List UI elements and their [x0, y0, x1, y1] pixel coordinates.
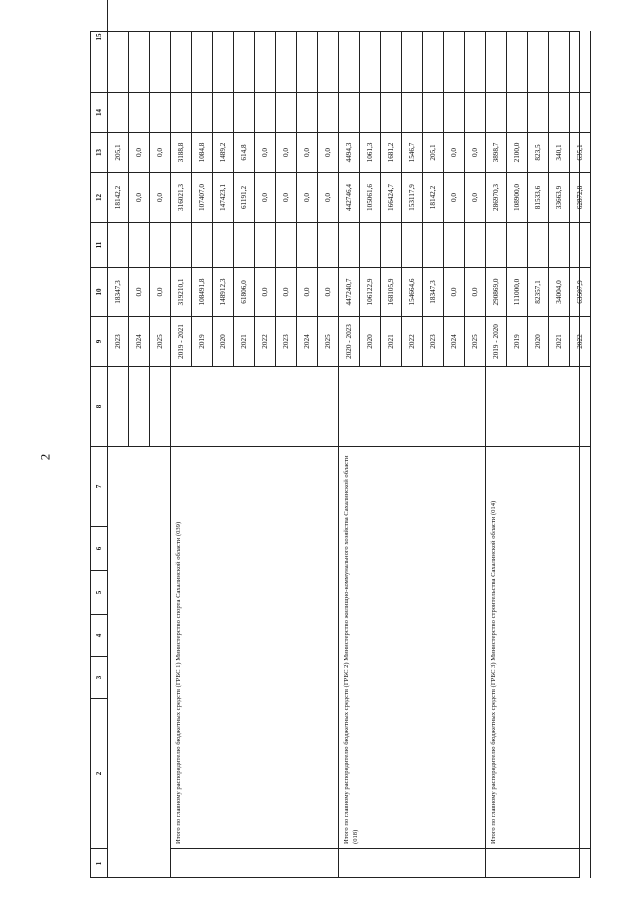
total-cell: 18347,3 — [108, 267, 128, 316]
local-budget-cell: 1061,3 — [360, 132, 380, 172]
empty-cell — [255, 0, 275, 92]
empty-cell — [486, 0, 506, 92]
empty-cell — [381, 92, 401, 132]
empty-cell — [360, 0, 380, 92]
total-cell: 0,0 — [297, 267, 317, 316]
total-cell: 106122,9 — [360, 267, 380, 316]
total-cell: 154664,6 — [402, 267, 422, 316]
regional-budget-cell: 0,0 — [297, 172, 317, 222]
column-header-11: 11 — [90, 222, 108, 267]
col11-cell — [150, 222, 170, 267]
col11-cell — [318, 222, 338, 267]
year-cell: 2025 — [465, 316, 485, 366]
empty-cell — [423, 0, 443, 92]
col11-cell — [402, 222, 422, 267]
column-header-4: 4 — [90, 614, 108, 656]
regional-budget-cell: 286970,3 — [486, 172, 506, 222]
year-cell: 2023 — [423, 316, 443, 366]
local-budget-cell: 823,5 — [528, 132, 548, 172]
total-cell: 0,0 — [276, 267, 296, 316]
local-budget-cell: 0,0 — [150, 132, 170, 172]
group-label: Итого по главному распорядителю бюджетных средств (ГРБС 3) Министерство строительства Сахалинской области (014) — [486, 446, 591, 848]
col11-cell — [339, 222, 359, 267]
local-budget-cell: 3898,7 — [486, 132, 506, 172]
group-col8-cell — [171, 366, 339, 446]
empty-cell — [150, 366, 170, 446]
empty-cell — [129, 0, 149, 92]
empty-cell — [528, 0, 548, 92]
regional-budget-cell: 105061,6 — [360, 172, 380, 222]
total-cell: 447240,7 — [339, 267, 359, 316]
local-budget-cell: 4494,3 — [339, 132, 359, 172]
local-budget-cell: 614,8 — [234, 132, 254, 172]
year-cell: 2020 - 2023 — [339, 316, 359, 366]
column-header-13: 13 — [90, 132, 108, 172]
year-cell: 2025 — [150, 316, 170, 366]
col11-cell — [234, 222, 254, 267]
total-cell: 0,0 — [255, 267, 275, 316]
total-cell: 34004,0 — [549, 267, 569, 316]
empty-cell — [213, 0, 233, 92]
empty-cell — [108, 0, 128, 92]
regional-budget-cell: 33663,9 — [549, 172, 569, 222]
empty-cell — [297, 0, 317, 92]
regional-budget-cell: 0,0 — [276, 172, 296, 222]
total-cell: 82357,1 — [528, 267, 548, 316]
empty-cell — [171, 0, 191, 92]
empty-cell — [276, 92, 296, 132]
local-budget-cell: 205,1 — [423, 132, 443, 172]
local-budget-cell: 1681,2 — [381, 132, 401, 172]
regional-budget-cell: 62872,8 — [570, 172, 590, 222]
local-budget-cell: 0,0 — [129, 132, 149, 172]
total-cell: 63507,9 — [570, 267, 590, 316]
empty-cell — [234, 0, 254, 92]
year-cell: 2024 — [444, 316, 464, 366]
empty-cell — [318, 92, 338, 132]
local-budget-cell: 340,1 — [549, 132, 569, 172]
regional-budget-cell: 147423,1 — [213, 172, 233, 222]
local-budget-cell: 635,1 — [570, 132, 590, 172]
empty-cell — [129, 92, 149, 132]
col11-cell — [297, 222, 317, 267]
continuation-blank-block — [108, 446, 171, 878]
page-number: 2 — [37, 453, 53, 461]
empty-cell — [192, 92, 212, 132]
empty-cell — [234, 92, 254, 132]
year-cell: 2020 — [213, 316, 233, 366]
year-cell: 2025 — [318, 316, 338, 366]
empty-cell — [444, 92, 464, 132]
col11-cell — [570, 222, 590, 267]
total-cell: 0,0 — [318, 267, 338, 316]
column-header-10: 10 — [90, 267, 108, 316]
total-cell: 0,0 — [444, 267, 464, 316]
group-col8-cell — [339, 366, 486, 446]
year-cell: 2020 — [360, 316, 380, 366]
empty-cell — [549, 92, 569, 132]
total-cell: 108491,8 — [192, 267, 212, 316]
local-budget-cell: 1546,7 — [402, 132, 422, 172]
empty-cell — [423, 92, 443, 132]
local-budget-cell: 205,1 — [108, 132, 128, 172]
regional-budget-cell: 108900,0 — [507, 172, 527, 222]
year-cell: 2021 — [234, 316, 254, 366]
regional-budget-cell: 107407,0 — [192, 172, 212, 222]
local-budget-cell: 0,0 — [297, 132, 317, 172]
local-budget-cell: 0,0 — [276, 132, 296, 172]
group-label: Итого по главному распорядителю бюджетных средств (ГРБС 2) Министерство жилищно-коммунального хозяйства Сахалинской области (018) — [339, 446, 486, 848]
col11-cell — [423, 222, 443, 267]
empty-cell — [402, 92, 422, 132]
regional-budget-cell: 61191,2 — [234, 172, 254, 222]
empty-cell — [360, 92, 380, 132]
empty-cell — [129, 366, 149, 446]
regional-budget-cell: 153117,9 — [402, 172, 422, 222]
col11-cell — [192, 222, 212, 267]
empty-cell — [192, 0, 212, 92]
empty-cell — [465, 0, 485, 92]
col11-cell — [465, 222, 485, 267]
year-cell: 2023 — [276, 316, 296, 366]
group-col1-cell — [171, 848, 339, 878]
year-cell: 2024 — [129, 316, 149, 366]
empty-cell — [444, 0, 464, 92]
col11-cell — [528, 222, 548, 267]
local-budget-cell: 0,0 — [318, 132, 338, 172]
col11-cell — [213, 222, 233, 267]
local-budget-cell: 3188,8 — [171, 132, 191, 172]
col11-cell — [276, 222, 296, 267]
year-cell: 2024 — [297, 316, 317, 366]
regional-budget-cell: 0,0 — [150, 172, 170, 222]
regional-budget-cell: 81533,6 — [528, 172, 548, 222]
local-budget-cell: 0,0 — [444, 132, 464, 172]
column-header-6: 6 — [90, 526, 108, 570]
empty-cell — [465, 92, 485, 132]
local-budget-cell: 2100,0 — [507, 132, 527, 172]
local-budget-cell: 1489,2 — [213, 132, 233, 172]
local-budget-cell: 1084,8 — [192, 132, 212, 172]
column-header-9: 9 — [90, 316, 108, 366]
total-cell: 319210,1 — [171, 267, 191, 316]
year-cell: 2021 — [549, 316, 569, 366]
empty-cell — [570, 0, 590, 92]
empty-cell — [150, 92, 170, 132]
empty-cell — [318, 0, 338, 92]
group-col1-cell — [486, 848, 591, 878]
col11-cell — [381, 222, 401, 267]
total-cell: 0,0 — [129, 267, 149, 316]
year-cell: 2019 - 2020 — [486, 316, 506, 366]
col11-cell — [108, 222, 128, 267]
col11-cell — [507, 222, 527, 267]
empty-cell — [339, 92, 359, 132]
total-cell: 18347,3 — [423, 267, 443, 316]
empty-cell — [402, 0, 422, 92]
regional-budget-cell: 18142,2 — [108, 172, 128, 222]
group-label: Итого по главному распорядителю бюджетных средств (ГРБС 1) Министерство спорта Сахалинской области (039) — [171, 446, 339, 848]
budget-table — [90, 31, 584, 878]
total-cell: 0,0 — [150, 267, 170, 316]
year-cell: 2019 — [507, 316, 527, 366]
empty-cell — [507, 92, 527, 132]
column-header-14: 14 — [90, 92, 108, 132]
col11-cell — [360, 222, 380, 267]
total-cell: 168105,9 — [381, 267, 401, 316]
local-budget-cell: 0,0 — [255, 132, 275, 172]
column-header-7: 7 — [90, 446, 108, 526]
col11-cell — [549, 222, 569, 267]
regional-budget-cell: 442746,4 — [339, 172, 359, 222]
year-cell: 2019 - 2021 — [171, 316, 191, 366]
empty-cell — [570, 92, 590, 132]
empty-cell — [108, 366, 128, 446]
year-cell: 2023 — [108, 316, 128, 366]
empty-cell — [171, 92, 191, 132]
column-header-8: 8 — [90, 366, 108, 446]
col11-cell — [171, 222, 191, 267]
empty-cell — [255, 92, 275, 132]
regional-budget-cell: 18142,2 — [423, 172, 443, 222]
regional-budget-cell: 316021,3 — [171, 172, 191, 222]
empty-cell — [549, 0, 569, 92]
col11-cell — [486, 222, 506, 267]
regional-budget-cell: 166424,7 — [381, 172, 401, 222]
total-cell: 111000,0 — [507, 267, 527, 316]
column-header-15: 15 — [90, 0, 108, 92]
column-header-1: 1 — [90, 848, 108, 878]
empty-cell — [486, 92, 506, 132]
regional-budget-cell: 0,0 — [444, 172, 464, 222]
year-cell: 2021 — [381, 316, 401, 366]
empty-cell — [297, 92, 317, 132]
year-cell: 2022 — [255, 316, 275, 366]
empty-cell — [507, 0, 527, 92]
total-cell: 290869,0 — [486, 267, 506, 316]
group-col8-cell — [486, 366, 591, 446]
col11-cell — [444, 222, 464, 267]
col11-cell — [129, 222, 149, 267]
empty-cell — [339, 0, 359, 92]
empty-cell — [213, 92, 233, 132]
column-header-3: 3 — [90, 656, 108, 698]
regional-budget-cell: 0,0 — [318, 172, 338, 222]
empty-cell — [276, 0, 296, 92]
col11-cell — [255, 222, 275, 267]
group-col1-cell — [339, 848, 486, 878]
empty-cell — [150, 0, 170, 92]
column-header-5: 5 — [90, 570, 108, 614]
column-header-2: 2 — [90, 698, 108, 848]
total-cell: 61806,0 — [234, 267, 254, 316]
regional-budget-cell: 0,0 — [255, 172, 275, 222]
year-cell: 2019 — [192, 316, 212, 366]
regional-budget-cell: 0,0 — [129, 172, 149, 222]
year-cell: 2022 — [402, 316, 422, 366]
total-cell: 0,0 — [465, 267, 485, 316]
empty-cell — [381, 0, 401, 92]
empty-cell — [108, 92, 128, 132]
total-cell: 148912,3 — [213, 267, 233, 316]
empty-cell — [528, 92, 548, 132]
local-budget-cell: 0,0 — [465, 132, 485, 172]
regional-budget-cell: 0,0 — [465, 172, 485, 222]
year-cell: 2022 — [570, 316, 590, 366]
year-cell: 2020 — [528, 316, 548, 366]
column-header-12: 12 — [90, 172, 108, 222]
